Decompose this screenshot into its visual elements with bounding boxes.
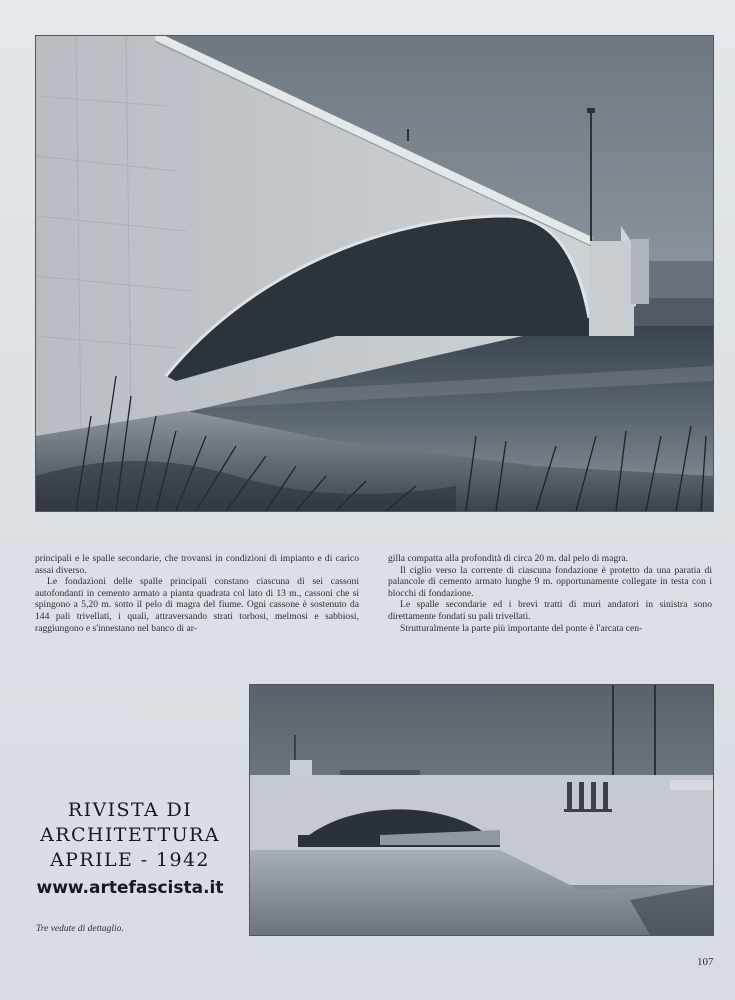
issue-date: APRILE - 1942 — [50, 849, 210, 871]
bridge-photo-main — [35, 35, 714, 512]
paragraph: principali e le spalle secondarie, che trovansi in condizioni di impianto e di carico assai diverso. — [35, 553, 359, 576]
magazine-title: RIVISTA DI ARCHITETTURA — [40, 799, 220, 846]
paragraph: Le spalle secondarie ed i brevi tratti di muri andatori in sinistra sono direttamente fondati su pali trivellati. — [388, 599, 712, 622]
page-number: 107 — [697, 956, 714, 968]
photo-caption: Tre vedute di dettaglio. — [36, 924, 124, 934]
article-column-left — [35, 553, 359, 634]
paragraph: Le fondazioni delle spalle principali constano ciascuna di sei cassoni autofondanti in cemento armato a pianta quadrata col lato di 13 m., cassoni che si spingono a 5,20 m. sotto il pelo di magra del fiume. Ogni cassone è sostenuto da 144 pali trivellati, i quali, attraversando strati torbosi, melmosi e sabbiosi, raggiungono e s'innestano nel banco di ar- — [35, 576, 359, 634]
bridge-photo-detail — [249, 684, 714, 936]
paragraph: Il ciglio verso la corrente di ciascuna fondazione è protetto da una paratia di palancole di cemento armato lunghe 9 m. opportunamente collegate in testa con i blocchi di fondazione. — [388, 564, 712, 599]
website-url: www.artefascista.it — [36, 878, 224, 898]
paragraph: Strutturalmente la parte più importante del ponte è l'arcata cen- — [400, 622, 643, 634]
paragraph: gilla compatta alla profondità di circa 20 m. dal pelo di magra. — [388, 553, 629, 564]
article-column-right — [388, 553, 712, 634]
magazine-watermark — [14, 798, 246, 901]
